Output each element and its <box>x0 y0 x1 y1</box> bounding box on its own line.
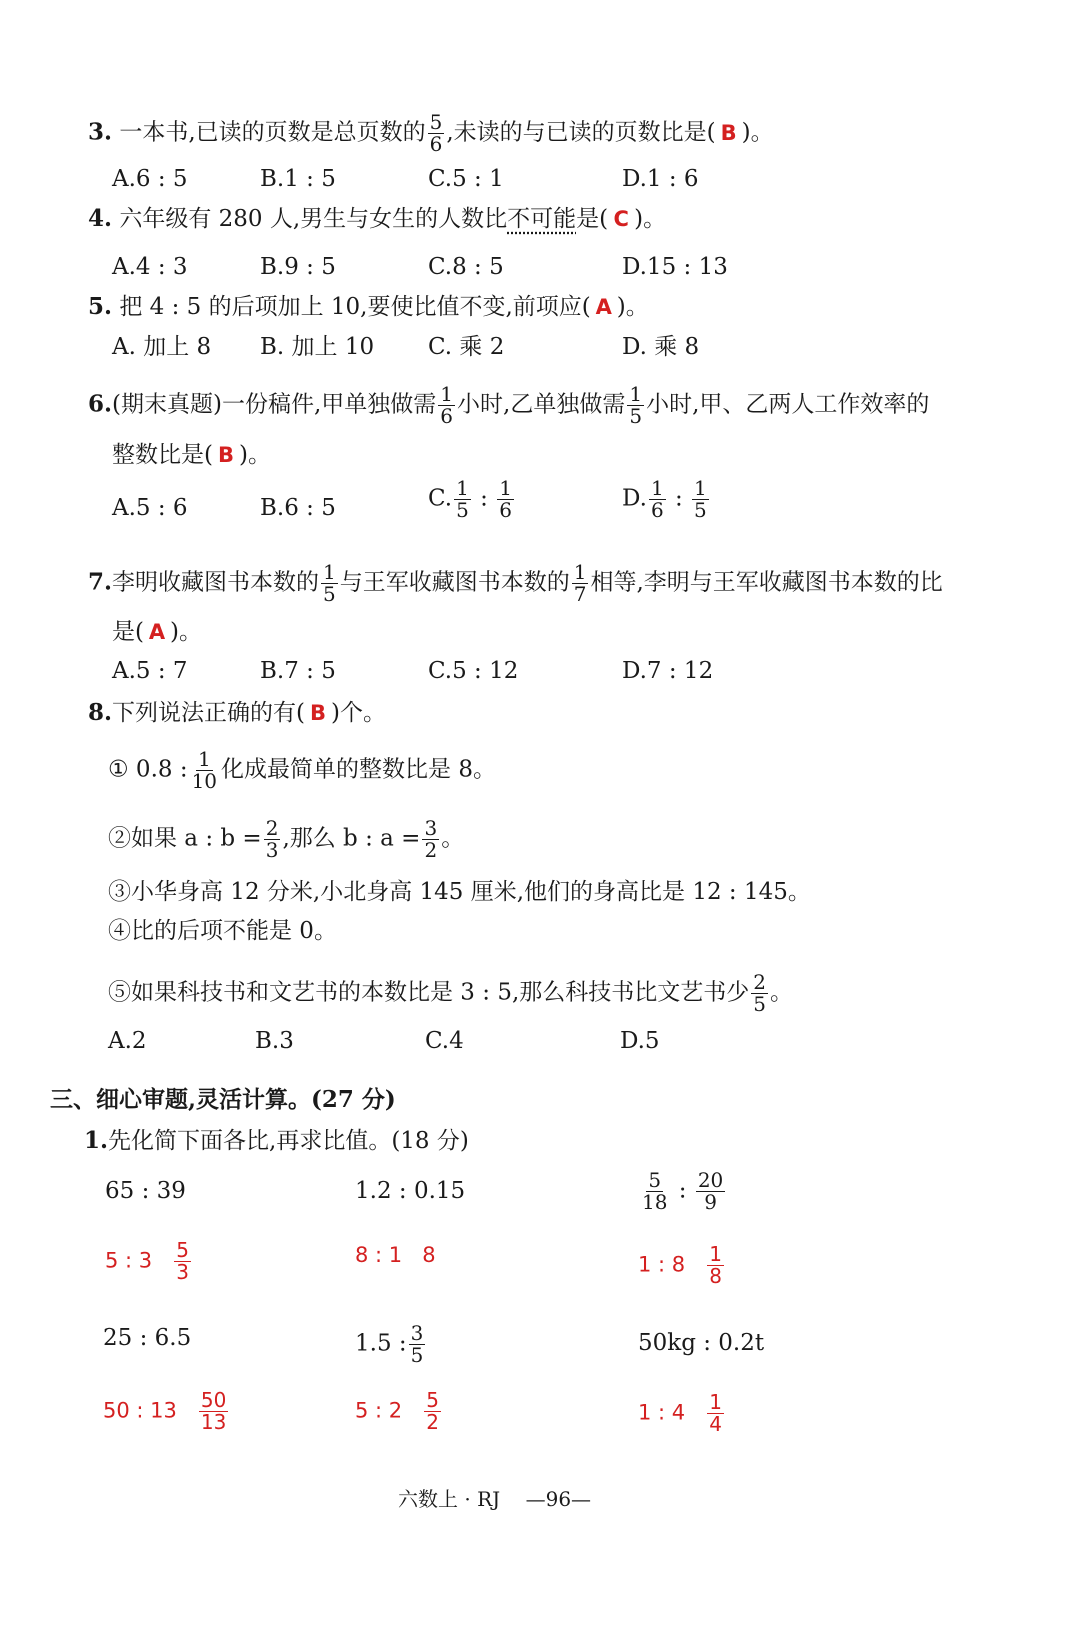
answer-result: 5 : 3 $\frac{5}{3}$ <box>105 1238 189 1284</box>
expression: 1.5 : $\frac{3}{5}$ <box>355 1321 424 1367</box>
option-a: A. 加上 8 <box>112 334 212 360</box>
question-text: ,未读的与已读的页数比是( <box>446 119 716 146</box>
option-a: A.5 : 6 <box>112 495 188 521</box>
question-number: 8. <box>88 699 113 726</box>
option-b: B.7 : 5 <box>260 658 336 684</box>
expression: $\frac{5}{18}$ : $\frac{20}{9}$ <box>642 1168 724 1214</box>
option-d: D.7 : 12 <box>622 658 714 684</box>
option-b: B.3 <box>255 1028 294 1054</box>
question-7: 7.李明收藏图书本数的 $\frac{1}{5}$ 与王军收藏图书本数的 $\frac{1}{7}$ 相等,李明与王军收藏图书本数的比 <box>88 560 943 606</box>
option-b: B. 加上 10 <box>260 334 375 360</box>
statement-1: ① 0.8 : $\frac{1}{10}$ 化成最简单的整数比是 8。 <box>108 747 496 793</box>
option-c: C.5 : 1 <box>428 166 504 192</box>
option-a: A.6 : 5 <box>112 166 188 192</box>
question-number: 7. <box>88 568 113 596</box>
expression: 65 : 39 <box>105 1178 186 1204</box>
question-7-line-2: 是( A )。 <box>112 619 202 645</box>
answer-mark: B <box>720 120 737 145</box>
answer-result: 1 : 4 $\frac{1}{4}$ <box>638 1390 722 1436</box>
option-c: C. 乘 2 <box>428 334 505 360</box>
question-6: 6.(期末真题)一份稿件,甲单独做需 $\frac{1}{6}$ 小时,乙单独做需 $\frac{1}{5}$ 小时,甲、乙两人工作效率的 <box>88 382 930 428</box>
option-d: D.1 : 6 <box>622 166 699 192</box>
option-c: C.5 : 12 <box>428 658 519 684</box>
question-number: 5. <box>88 293 113 320</box>
question-number: 4. <box>88 205 113 232</box>
question-8: 8.下列说法正确的有( B )个。 <box>88 699 386 726</box>
option-c: C.8 : 5 <box>428 254 504 280</box>
fraction: $\frac{1}{5}$ <box>323 560 336 606</box>
statement-5: ⑤如果科技书和文艺书的本数比是 3 : 5,那么科技书比文艺书少 $\frac{2}{5}$ 。 <box>108 970 793 1016</box>
question-text: 把 4 : 5 的后项加上 10,要使比值不变,前项应( <box>119 294 591 320</box>
page-footer <box>398 1486 591 1512</box>
option-c: C. $\frac{1}{5}$ : $\frac{1}{6}$ <box>428 476 512 522</box>
expression: 50kg : 0.2t <box>638 1330 765 1356</box>
exam-tag: (期末真题) <box>112 391 222 418</box>
question-4: 4. 六年级有 280 人,男生与女生的人数比不可能是( C )。 <box>88 205 667 232</box>
answer-result: 5 : 2 $\frac{5}{2}$ <box>355 1388 439 1434</box>
emphasis-text: 不可能 <box>507 206 577 232</box>
option-b: B.1 : 5 <box>260 166 336 192</box>
question-text: 下列说法正确的有( <box>112 700 305 726</box>
section-title: 三、细心审题,灵活计算。(27 分) <box>50 1086 396 1113</box>
statement-4: ④比的后项不能是 0。 <box>108 918 337 944</box>
question-6-line-2: 整数比是( B )。 <box>112 442 271 468</box>
option-b: B.6 : 5 <box>260 495 336 521</box>
option-a: A.2 <box>108 1028 147 1054</box>
page-number: —96— <box>525 1487 592 1511</box>
question-text: 李明收藏图书本数的 <box>112 569 320 596</box>
section-3-question-1: 1.先化简下面各比,再求比值。(18 分) <box>84 1127 469 1154</box>
option-c: C.4 <box>425 1028 464 1054</box>
fraction: $\frac{1}{6}$ <box>440 382 454 428</box>
option-d: D.5 <box>620 1028 660 1054</box>
option-a: A.4 : 3 <box>112 254 188 280</box>
answer-mark: A <box>595 295 612 319</box>
question-number: 6. <box>88 390 113 418</box>
answer-result: 1 : 8 $\frac{1}{8}$ <box>638 1242 722 1288</box>
option-d: D. $\frac{1}{6}$ : $\frac{1}{5}$ <box>622 476 707 522</box>
expression: 25 : 6.5 <box>103 1325 192 1351</box>
question-3: 3. 一本书,已读的页数是总页数的 $\frac{5}{6}$ ,未读的与已读的页数比是( B )。 <box>88 110 774 156</box>
fraction: $\frac{1}{7}$ <box>573 560 587 606</box>
fraction: $\frac{1}{5}$ <box>629 382 643 428</box>
statement-3: ③小华身高 12 分米,小北身高 145 厘米,他们的身高比是 12 : 145。 <box>108 879 811 905</box>
question-number: 3. <box>88 118 113 146</box>
expression: 1.2 : 0.15 <box>355 1178 466 1204</box>
answer-mark: A <box>148 620 166 644</box>
statement-2: ②如果 a : b = $\frac{2}{3}$ ,那么 b : a = $\frac{3}{2}$ 。 <box>108 816 465 862</box>
book-label: 六数上 · RJ <box>398 1487 501 1511</box>
answer-result: 50 : 13 $\frac{50}{13}$ <box>103 1388 227 1434</box>
option-b: B.9 : 5 <box>260 254 336 280</box>
option-d: D.15 : 13 <box>622 254 728 280</box>
option-a: A.5 : 7 <box>112 658 188 684</box>
answer-mark: C <box>613 207 629 231</box>
question-text: 一份稿件,甲单独做需 <box>221 391 437 418</box>
answer-mark: B <box>309 701 326 725</box>
answer-result: 8 : 1 8 <box>355 1243 436 1267</box>
question-5: 5. 把 4 : 5 的后项加上 10,要使比值不变,前项应( A )。 <box>88 293 649 320</box>
fraction: $\frac{5}{6}$ <box>429 110 443 156</box>
answer-mark: B <box>217 443 234 467</box>
question-text: 一本书,已读的页数是总页数的 <box>119 119 426 146</box>
option-d: D. 乘 8 <box>622 334 700 360</box>
question-text: 六年级有 280 人,男生与女生的人数比 <box>119 206 508 232</box>
